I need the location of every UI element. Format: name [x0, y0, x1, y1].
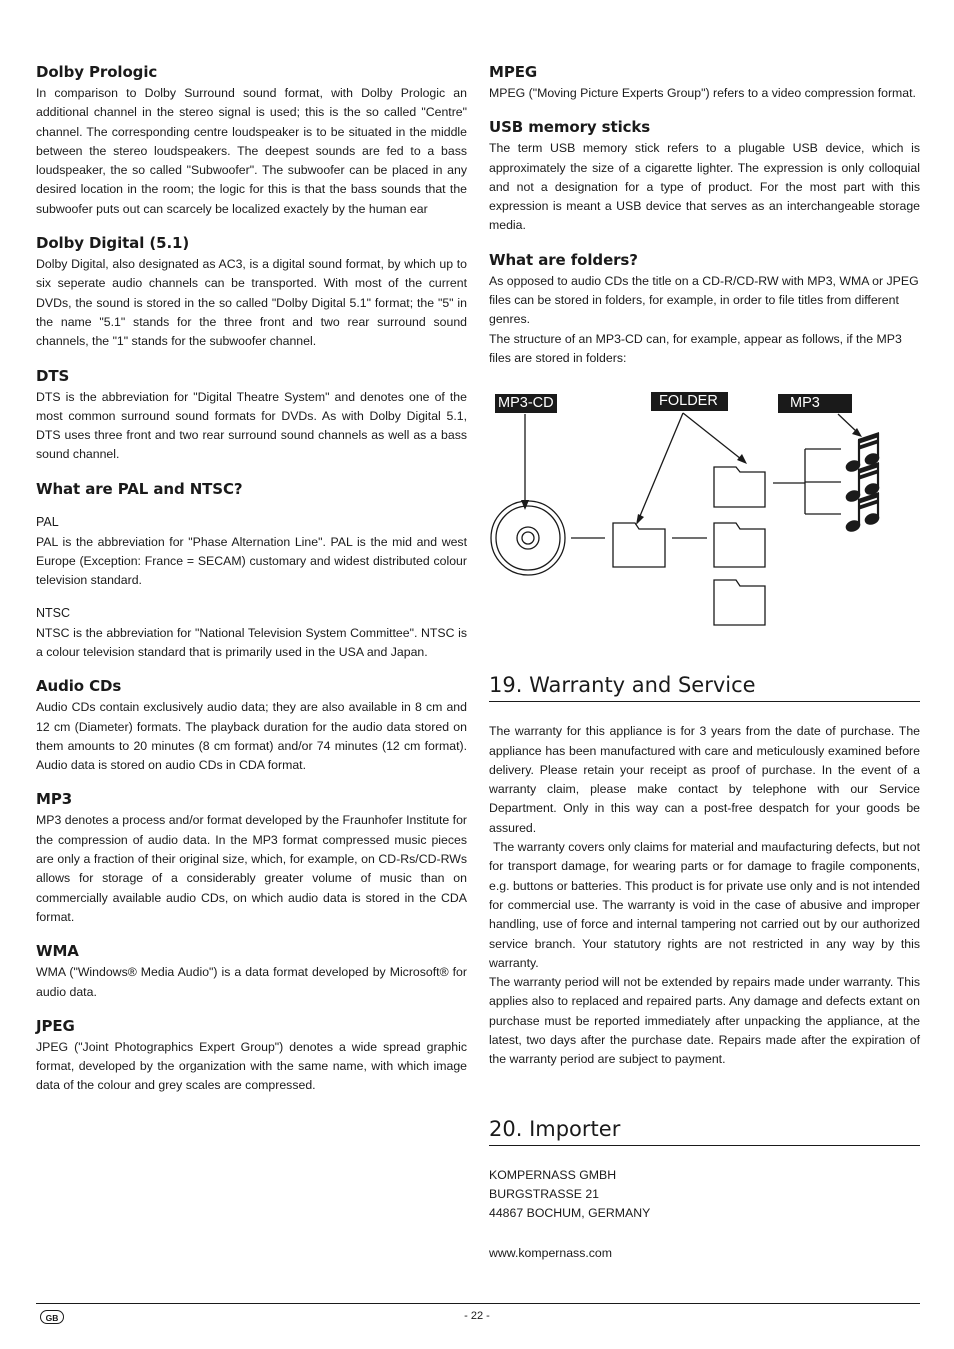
label-folder: FOLDER — [651, 392, 728, 411]
heading-mp3: MP3 — [36, 790, 73, 809]
text-audio-cds: Audio CDs contain exclusively audio data; they are also available in 8 cm and 12 cm (Diameter) formats. The playback duration for the audio data stored on them amounts to 20 minutes (8 cm format) and/or 74 minutes (12 cm format). Audio data is stored on audio CDs in CDA format. — [36, 700, 467, 773]
importer-website: www.kompernass.com — [489, 1245, 613, 1260]
section-dts — [36, 366, 467, 465]
text-dolby-digital: Dolby Digital, also designated as AC3, is a digital sound format, by which up to six seperate audio channels can be transported. With most of the current DVDs, the sound is stored in the so called "Dolby Digital 5.1" format; the "5" in the name "5.1" stands for the three front and two rear surround sound channels, the "1" stands for the subwoofer channel. — [36, 257, 467, 349]
section-folders — [489, 250, 920, 368]
importer-city: 44867 BOCHUM, GERMANY — [489, 1206, 651, 1221]
importer-street: BURGSTRASSE 21 — [489, 1186, 600, 1201]
folder-icon — [714, 467, 765, 507]
folder-structure-diagram — [489, 382, 920, 632]
section-usb — [489, 117, 920, 235]
heading-dts: DTS — [36, 366, 70, 385]
heading-mpeg: MPEG — [489, 63, 538, 81]
heading-folders: What are folders? — [489, 250, 638, 269]
section-warranty — [489, 672, 920, 1069]
text-folders-1: As opposed to audio CDs the title on a CD-R/CD-RW with MP3, WMA or JPEG files can be stored in folders, for example, in order to file titles from different genres. — [489, 273, 919, 327]
text-ntsc: NTSC is the abbreviation for "National Television System Committee". NTSC is a colour television standard that is primarily used in the USA and Japan. — [36, 625, 467, 659]
text-dolby-prologic: In comparison to Dolby Surround sound format, with Dolby Prologic an additional channel in the stereo signal is used; this is the so called "Centre" channel. The corresponding centre loudspeaker is to be situated in the middle between the stereo loudspeakers. The deepest sounds are fed to a bass loudspeaker, the so called "Subwoofer". The subwoofer can be placed in any desired location in the room; the logic for this is that the bass sounds that the subwoofer puts out can scarcely be localized exactely by the human ear — [36, 86, 467, 216]
heading-usb: USB memory sticks — [489, 118, 651, 137]
importer-name: KOMPERNASS GMBH — [489, 1167, 617, 1182]
folder-icon — [714, 580, 765, 625]
text-warranty-2: The warranty covers only claims for material and maufacturing defects, but not for transport damage, for wearing parts or for damage to fragile components, e.g. buttons or batteries. This product is for private use only and is not intended for commercial use. The warranty is void in the case of abusive and improper handling, use of force and internal tampering not carried out by our authorized service branch. Your statutory rights are not restricted in any way by this warranty. — [489, 840, 920, 970]
heading-dolby-prologic: Dolby Prologic — [36, 63, 158, 81]
section-dolby-digital — [36, 233, 467, 351]
subheading-pal: PAL — [36, 514, 59, 529]
text-folders-2: The structure of an MP3-CD can, for example, appear as follows, if the MP3 files are stored in folders: — [489, 331, 902, 365]
section-dolby-prologic — [36, 62, 467, 219]
text-mp3: MP3 denotes a process and/or format developed by the Fraunhofer Institute for the compression of audio data. In the MP3 format compressed music pieces are only a fraction of their original size, which, for example, on CD-Rs/CD-RWs allows for storage of a considerably greater volume of music than on commercially available audio CDs, on which audio data is stored in the CDA format. — [36, 813, 467, 924]
heading-warranty: 19. Warranty and Service — [489, 672, 920, 702]
section-wma — [36, 941, 467, 1002]
section-jpeg — [36, 1016, 467, 1096]
label-mp3-cd: MP3-CD — [495, 394, 557, 413]
footer-divider — [36, 1303, 920, 1304]
text-dts: DTS is the abbreviation for "Digital Theatre System" and denotes one of the most common surround sound formats for DVDs. As with Dolby Digital 5.1, DTS uses three front and two rear surround sound channels as well as a bass sound channel. — [36, 389, 467, 462]
section-mpeg — [489, 62, 920, 103]
text-jpeg: JPEG ("Joint Photographics Expert Group") denotes a wide spread graphic format, developed by the organization with the same name, with which image data of the colour and grey scales are compressed. — [36, 1039, 467, 1093]
page-number: - 22 - — [464, 1310, 490, 1322]
heading-pal-ntsc: What are PAL and NTSC? — [36, 479, 243, 498]
heading-importer: 20. Importer — [489, 1116, 920, 1146]
label-mp3: MP3 — [778, 394, 852, 413]
section-mp3 — [36, 789, 467, 927]
heading-dolby-digital: Dolby Digital (5.1) — [36, 234, 190, 253]
section-pal-ntsc — [36, 479, 467, 662]
folder-icon — [613, 523, 665, 567]
text-mpeg: MPEG ("Moving Picture Experts Group") refers to a video compression format. — [489, 86, 916, 100]
diagram-graphics — [489, 382, 920, 632]
section-importer — [489, 1116, 920, 1263]
text-wma: WMA ("Windows® Media Audio") is a data format developed by Microsoft® for audio data. — [36, 965, 467, 999]
cd-disc-icon — [491, 501, 565, 575]
folder-icon — [714, 523, 765, 567]
heading-wma: WMA — [36, 942, 79, 961]
subheading-ntsc: NTSC — [36, 605, 71, 620]
right-column — [489, 62, 920, 1277]
text-warranty-1: The warranty for this appliance is for 3 years from the date of purchase. The appliance has been manufactured with care and meticulously examined before delivery. Please retain your receipt as proof of purchase. In the event of a warranty claim, please make contact by telephone with our Service Department. Only in this way can a post-free despatch for your goods be assured. — [489, 724, 920, 835]
text-warranty-3: The warranty period will not be extended by repairs made under warranty. This applies also to replaced and repaired parts. Any damage and defects extant on purchase must be reported immediately after unpacking the appliance, at the latest, two days after the purchase date. Repairs made after the expiration of the warranty period are subject to payment. — [489, 975, 920, 1067]
heading-audio-cds: Audio CDs — [36, 677, 122, 696]
language-badge: GB — [40, 1310, 64, 1324]
text-usb: The term USB memory stick refers to a plugable USB device, which is approximately the size of a cigarette lighter. The expression is only colloquial and not a designation for a type of product. For the most part with this expression is meant a USB device that serves as an interchangeable storage media. — [489, 141, 920, 233]
text-pal: PAL is the abbreviation for "Phase Alternation Line". PAL is the mid and west Europe (Exception: France = SECAM) customary and widest distributed colour television standard. — [36, 534, 467, 588]
left-column — [36, 62, 467, 1110]
heading-jpeg: JPEG — [36, 1016, 75, 1035]
section-audio-cds — [36, 676, 467, 775]
